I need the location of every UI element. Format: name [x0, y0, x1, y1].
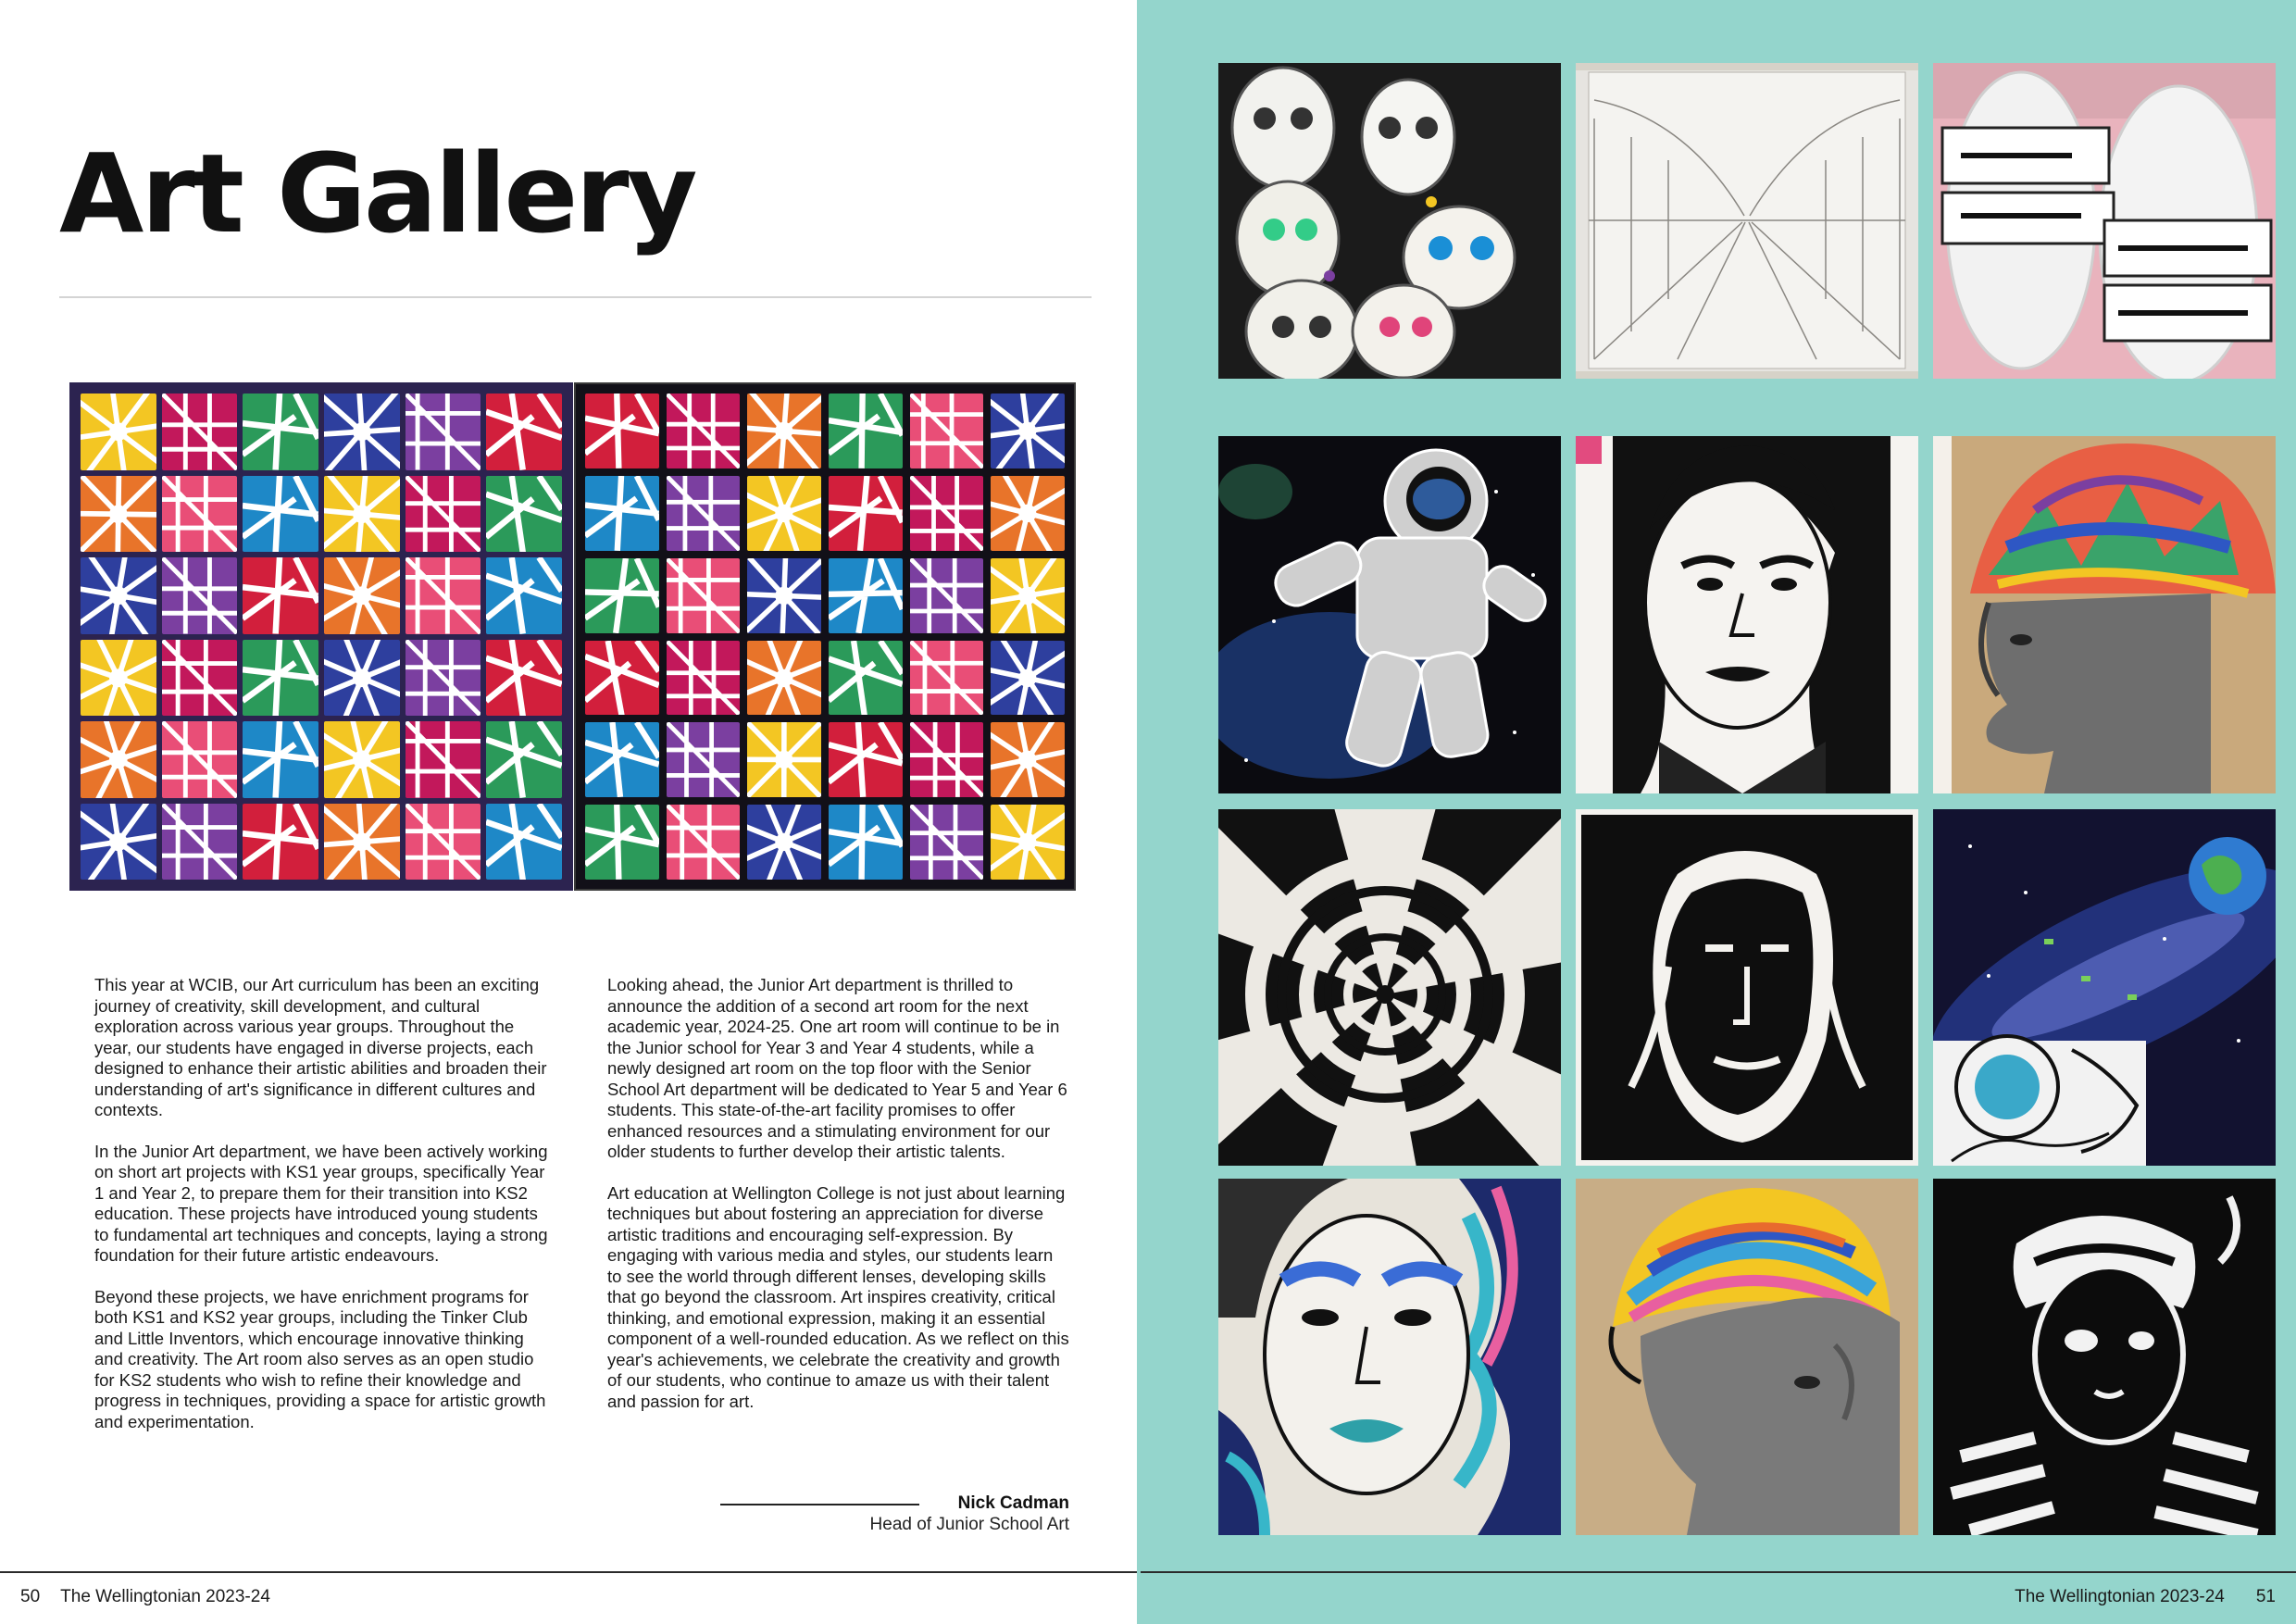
- mosaic-tile: [747, 558, 821, 633]
- mosaic-tile: [667, 476, 741, 551]
- bw-print-boy-image: [1933, 1179, 2276, 1535]
- mosaic-tile: [81, 721, 156, 798]
- right-page: [1137, 0, 2296, 1624]
- op-art-spiral-image: [1218, 809, 1561, 1166]
- sugar-skull-masks-image: [1218, 63, 1561, 379]
- mosaic-tile: [81, 804, 156, 881]
- mosaic-tile: [486, 640, 562, 717]
- collage-profile-colored-hat-image: [1933, 436, 2276, 793]
- mosaic-tile: [910, 641, 984, 716]
- mosaic-tile: [829, 476, 903, 551]
- mosaic-tile: [991, 722, 1065, 797]
- mosaic-tile: [910, 722, 984, 797]
- mosaic-tile: [324, 804, 400, 881]
- author-role: Head of Junior School Art: [869, 1515, 1069, 1534]
- mosaic-tile: [829, 805, 903, 880]
- mosaic-tile: [406, 721, 481, 798]
- paragraph: Beyond these projects, we have enrichment programs for both KS1 and KS2 year groups, including the Tinker Club and Little Inventors, which encourage innovative thinking and creativity. The Art room also serves as an open studio for KS2 students who wish to refine their knowledge and progress in techniques, providing a space for artistic growth and experimentation.: [94, 1286, 546, 1431]
- mosaic-tile: [406, 640, 481, 717]
- page-number: 50: [20, 1587, 41, 1606]
- mosaic-tile: [829, 394, 903, 468]
- mosaic-tile: [243, 640, 318, 717]
- mosaic-tile: [585, 394, 659, 468]
- mosaic-tile: [243, 721, 318, 798]
- mosaic-tile: [162, 557, 238, 634]
- bw-portrait-girl-image: [1576, 436, 1918, 793]
- mosaic-tile: [747, 394, 821, 468]
- mosaic-tile: [667, 558, 741, 633]
- mosaic-tile: [486, 394, 562, 470]
- mosaic-tile: [991, 476, 1065, 551]
- mosaic-tile: [910, 476, 984, 551]
- footer-left: [20, 1587, 270, 1607]
- mosaic-tile: [324, 476, 400, 553]
- mosaic-tile: [585, 476, 659, 551]
- mosaic-tile: [829, 722, 903, 797]
- linocut-face-image: [1576, 809, 1918, 1166]
- mosaic-tile: [486, 721, 562, 798]
- mosaic-tile: [81, 557, 156, 634]
- mosaic-artwork-right: [574, 382, 1076, 891]
- footer-rule-right: [1141, 1571, 2296, 1573]
- mosaic-tile: [991, 558, 1065, 633]
- mosaic-tile: [667, 805, 741, 880]
- page-number: 51: [2255, 1587, 2276, 1606]
- article-column-left: [94, 975, 548, 1453]
- mosaic-artwork-left: [69, 382, 573, 891]
- paragraph: Looking ahead, the Junior Art department is thrilled to announce the addition of a second art room for the next academic year, 2024-25. One art room will continue to be in the Junior school for Year 3 and Year 4 students, while a newly designed art room on the top floor with the Senior School Art department will be dedicated to Year 5 and Year 6 students. This state-of-the-art facility promises to offer enhanced resources and a stimulating environment for our older students to further develop their artistic talents.: [607, 975, 1067, 1161]
- mosaic-tile: [910, 558, 984, 633]
- mosaic-tile: [406, 476, 481, 553]
- paragraph: Art education at Wellington College is not just about learning techniques but about fostering an appreciation for diverse artistic traditions and encouraging self-expression. By engaging with various media and styles, our students learn to see the world through different lenses, developing skills that go beyond the classroom. Art inspires creativity, critical thinking, and emotional expression, making it an essential component of a well-rounded education. As we reflect on this year's achievements, we celebrate the creativity and growth of our students, who continue to amaze us with their talent and passion for art.: [607, 1182, 1069, 1411]
- mosaic-tile: [162, 394, 238, 470]
- mosaic-tile: [667, 641, 741, 716]
- footer-right: [2015, 1587, 2276, 1607]
- publication-name: The Wellingtonian 2023-24: [60, 1587, 270, 1606]
- mosaic-tile: [243, 557, 318, 634]
- mosaic-tile: [162, 804, 238, 881]
- paragraph: In the Junior Art department, we have been actively working on short art projects with KS1 year groups, specifically Year 1 and Year 2, to prepare them for their transition into KS2 education. These projects have introduced young students to fundamental art techniques and concepts, laying a strong foundation for their future artistic endeavours.: [94, 1141, 548, 1265]
- mosaic-tile: [747, 476, 821, 551]
- mosaic-tile: [162, 640, 238, 717]
- footer-rule-left: [0, 1571, 1137, 1573]
- mosaic-tile: [324, 721, 400, 798]
- foam-slippers-image: [1933, 63, 2276, 379]
- mosaic-tile: [585, 641, 659, 716]
- mosaic-tile: [991, 394, 1065, 468]
- astronaut-space-painting-image: [1933, 809, 2276, 1166]
- publication-name: The Wellingtonian 2023-24: [2015, 1587, 2225, 1606]
- mosaic-tile: [747, 641, 821, 716]
- mosaic-tile: [324, 557, 400, 634]
- mosaic-tile: [585, 722, 659, 797]
- mosaic-tile: [747, 805, 821, 880]
- mosaic-tile: [324, 394, 400, 470]
- mosaic-tile: [486, 476, 562, 553]
- mosaic-tile: [829, 558, 903, 633]
- mosaic-tile: [243, 394, 318, 470]
- mosaic-tile: [162, 476, 238, 553]
- mosaic-tile: [162, 721, 238, 798]
- paragraph: This year at WCIB, our Art curriculum has been an exciting journey of creativity, skill development, and cultural exploration across various year groups. Throughout the year, our students have engaged in diverse projects, each designed to enhance their artistic abilities and broaden their understanding of art's significance in different cultures and contexts.: [94, 975, 547, 1119]
- mosaic-tile: [406, 804, 481, 881]
- mosaic-tile: [585, 558, 659, 633]
- mosaic-tile: [324, 640, 400, 717]
- mosaic-tile: [910, 805, 984, 880]
- mosaic-tile: [667, 394, 741, 468]
- mosaic-tile: [406, 557, 481, 634]
- perspective-bridge-drawing-image: [1576, 63, 1918, 379]
- pop-art-face-image: [1218, 1179, 1561, 1535]
- left-page: [0, 0, 1137, 1624]
- page-title: Art Gallery: [59, 130, 695, 257]
- astronaut-drawing-image: [1218, 436, 1561, 793]
- mosaic-tile: [81, 394, 156, 470]
- mosaic-tile: [747, 722, 821, 797]
- article-column-right: [607, 975, 1070, 1432]
- mosaic-tile: [81, 476, 156, 553]
- title-divider: [59, 296, 1092, 298]
- mosaic-tile: [243, 804, 318, 881]
- mosaic-tile: [486, 557, 562, 634]
- mosaic-tile: [910, 394, 984, 468]
- mosaic-tile: [991, 805, 1065, 880]
- mosaic-tile: [585, 805, 659, 880]
- mosaic-tile: [81, 640, 156, 717]
- profile-rainbow-cap-image: [1576, 1179, 1918, 1535]
- mosaic-tile: [243, 476, 318, 553]
- mosaic-tile: [991, 641, 1065, 716]
- mosaic-tile: [829, 641, 903, 716]
- mosaic-tile: [406, 394, 481, 470]
- mosaic-tile: [486, 804, 562, 881]
- mosaic-tile: [667, 722, 741, 797]
- art-gallery-grid: [1218, 63, 2283, 1535]
- author-name: Nick Cadman: [957, 1493, 1069, 1513]
